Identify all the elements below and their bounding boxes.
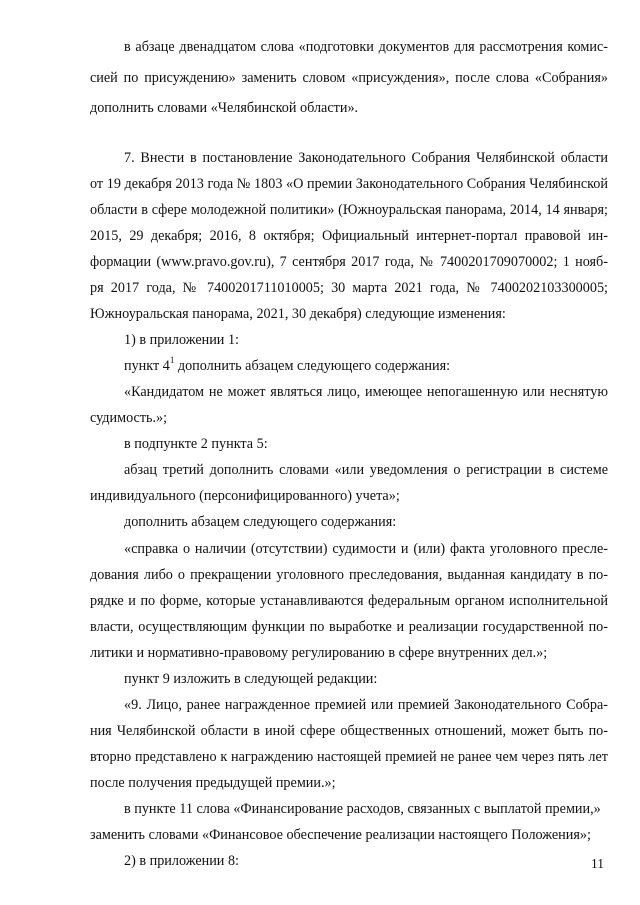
text-line: «справка о наличии (отсутствии) судимости и (или) факта уголовного пресле-	[124, 541, 608, 557]
text-line: дополнить абзацем следующего содержания:	[124, 514, 397, 530]
text-line: 2015, 29 декабря; 2016, 8 октября; Официальный интернет-портал правовой ин-	[90, 228, 608, 244]
text-line: «Кандидатом не может являться лицо, имеющее непогашенную или неснятую	[124, 384, 608, 400]
text-line: рядке и по форме, которые устанавливаются федеральным органом исполнительной	[90, 593, 608, 609]
text-line: 2) в приложении 8:	[124, 853, 239, 869]
text-line: вторно представлено к награждению настоящей премией не ранее чем через пять лет	[90, 749, 608, 765]
text-line: дополнить словами «Челябинской области».	[90, 100, 359, 116]
text-line: в абзаце двенадцатом слова «подготовки документов для рассмотрения комис-	[124, 39, 608, 55]
text-line: в пункте 11 слова «Финансирование расходов, связанных с выплатой премии,»	[124, 801, 601, 817]
text-line: ния Челябинской области в иной сфере общественных отношений, может быть по-	[90, 723, 608, 739]
text-segment: дополнить абзацем следующего содержания:	[174, 358, 451, 374]
text-line: ря 2017 года, № 7400201711010005; 30 марта 2021 года, № 7400202103300005;	[90, 280, 608, 296]
text-line: власти, осуществляющим функции по выработке и реализации государственной по-	[90, 619, 608, 635]
page-number: 11	[591, 856, 604, 871]
text-line: индивидуального (персонифицированного) учета»;	[90, 488, 400, 504]
text-line: от 19 декабря 2013 года № 1803 «О премии Законодательного Собрания Челябинской	[90, 176, 608, 192]
text-line: 7. Внести в постановление Законодательного Собрания Челябинской области	[124, 150, 608, 166]
text-line: заменить словами «Финансовое обеспечение реализации настоящего Положения»;	[90, 827, 591, 843]
text-line: Южноуральская панорама, 2021, 30 декабря) следующие изменения:	[90, 306, 506, 322]
text-line: дования либо о прекращении уголовного преследования, выданная кандидату в по-	[90, 567, 608, 583]
superscript: 1	[169, 355, 175, 366]
text-line: абзац третий дополнить словами «или уведомления о регистрации в системе	[124, 462, 608, 478]
text-line: после получения предыдущей премии.»;	[90, 775, 336, 791]
text-line: литики и нормативно-правовому регулированию в сфере внутренних дел.»;	[90, 645, 548, 661]
text-line: судимость.»;	[90, 410, 168, 426]
text-line: области в сфере молодежной политики» (Южноуральская панорама, 2014, 14 января;	[90, 202, 608, 218]
text-line: пункт 9 изложить в следующей редакции:	[124, 671, 378, 687]
text-segment: пункт 4	[124, 358, 170, 374]
text-line: 1) в приложении 1:	[124, 332, 239, 348]
text-line: сией по присуждению» заменить словом «присуждения», после слова «Собрания»	[90, 70, 608, 86]
text-line	[124, 354, 608, 379]
text-line: формации (www.pravo.gov.ru), 7 сентября 2017 года, № 7400201709070002; 1 нояб-	[90, 254, 608, 270]
text-line: в подпункте 2 пункта 5:	[124, 436, 268, 452]
text-line: «9. Лицо, ранее награжденное премией или премией Законодательного Собра-	[124, 697, 608, 713]
